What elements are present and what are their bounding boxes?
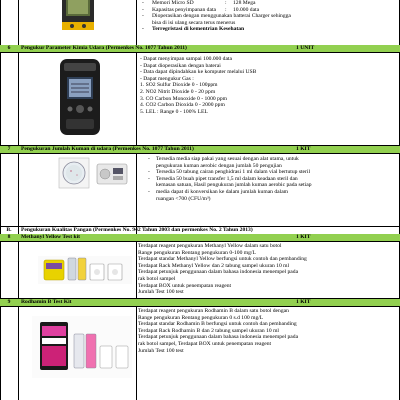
spec-line: - Dapat dioperasikan dengan baterai xyxy=(140,62,221,69)
spec-line: Terdapat standar Methanyl Yellow berfungsi untuk contoh dan pembanding xyxy=(138,256,307,263)
spec-line: - Tersedia 50 tabung cairan penghidrasi 1 ml dalam vial bertutup steril xyxy=(148,169,311,176)
spec-line: Terdapat Rack Rodhamin B dan 2 tabung sampel ukuran 10 ml xyxy=(138,327,279,334)
item7-header: 7 Pengukuran Jumlah Kuman di udara (Permenkes No. 1077 Tahun 2011) 1 KIT xyxy=(0,146,400,153)
spec-row: - Kapasitas penyimpanan data : 10.000 data xyxy=(142,6,260,13)
item6-spec xyxy=(140,56,394,115)
item9-header: 9 Rodhamin B Test Kit 1 KIT xyxy=(0,299,400,306)
spec-line: - Data dapat dipindahkan ke komputer melalui USB xyxy=(140,69,257,76)
item6-header: 6 Pengukur Parameter Kimia Udara (Permenkes No. 1077 Tahun 2011) 1 UNIT xyxy=(0,45,400,52)
spec-line: Range pengukuran Rentang pengukuran 0 s.d 100 mg/L xyxy=(138,314,264,321)
section-b-header: B. Pengukuran Kualitas Pangan (Permenkes No. 942 Tahun 2003 dan permenkes No. 2 Tahun 2013) xyxy=(6,227,253,233)
section6-spec xyxy=(142,0,394,33)
spec-line: Terdapat BOX untuk penempatan reagent xyxy=(138,282,232,289)
multi-gas-meter-image xyxy=(58,57,102,137)
spec-line: Terdapat reagent pengukuran Methanyl Yellow dalam satu botol xyxy=(138,243,282,249)
spec-line: - media dapat di konversikan ke dalam jumlah kuman dalam xyxy=(148,188,289,195)
methanyl-yellow-kit-image xyxy=(38,256,132,284)
item9-spec xyxy=(138,308,394,354)
spec-line: Range pengukuran Rentang pengukuran 0-100 mg/L xyxy=(138,249,256,256)
spec-line: 2. NO2 Nitrit Dioxide 0 - 20 ppm xyxy=(140,88,216,95)
item8-header: 8 Methanyl Yellow Test kit 1 KIT xyxy=(0,234,400,241)
petri-dish-image xyxy=(58,157,90,189)
spec-line: - Tersedia media siap pakai yang sesuai dengan alat utama, untuk xyxy=(148,156,299,162)
spec-line: kemasan satuan, Hasil pengukuran jumlah kuman aerobic pada setiap xyxy=(156,182,312,189)
item7-spec xyxy=(148,156,394,202)
spec-line: - Tersedia 50 buah pipet transfer 1,5 ml dalam keadaan steril dan xyxy=(148,175,298,182)
spec-line: 5. LEL : Range 0 - 100% LEL xyxy=(140,108,208,115)
spec-line: Terdapat petunjuk penggunaan dalam bahasa indonesia menempel pada xyxy=(138,269,299,276)
spec-line: Terdapat petunjuk penggunaan dalam bahasa indonesia menempel pada xyxy=(138,334,299,341)
spec-row: - Dioperasikan dengan menggunakan batterai Charger sehingga xyxy=(142,13,291,20)
spec-row-registered: - Terregristasi di kementrian Kesehatan xyxy=(142,26,245,33)
spec-line: 1. SO2 Sulfur Dioxide 0 - 100ppm xyxy=(140,82,218,89)
spec-line: ruangan <700 (CFU/m³) xyxy=(156,195,211,202)
spec-line: rak botol sampel, Terdapat BOX untuk penempatan reagent xyxy=(138,340,272,347)
spec-line: Terdapat standar Rodhamin B berfungsi untuk contoh dan pembanding xyxy=(138,321,297,328)
gas-detector-image-top xyxy=(54,0,102,34)
spec-row: bisa di isi ulang secara terus menerus xyxy=(152,19,236,26)
spec-line: Terdapat Rack Methanyl Yellow dan 2 tabung sampel ukuran 10 ml xyxy=(138,262,290,269)
rodhamin-b-kit-image xyxy=(32,316,132,378)
spec-line: Terdapat reagent pengukuran Rodhamin B dalam satu botol dengan xyxy=(138,308,289,314)
spec-line: - Dapat menyimpan sampai 100.000 data xyxy=(140,56,232,62)
spec-line: - Dapat mengukur Gas : xyxy=(140,75,194,82)
item8-spec xyxy=(138,243,394,296)
spec-line: rak botol sampel xyxy=(138,275,176,282)
sampler-device-image xyxy=(95,158,131,188)
spec-row: - Memori Micro SD : 128 Mega xyxy=(142,0,256,6)
spec-line: Jumlah Test 100 test xyxy=(138,289,184,296)
spec-line: Jumlah Test 100 test xyxy=(138,347,184,354)
spec-line: 4. CO2 Carbon Dioxida 0 - 2000 ppm xyxy=(140,102,225,109)
spec-line: pengukuran kuman aerobic dengan jumlah 50 pengujian xyxy=(156,162,282,169)
spec-line: 3. CO Carbon Monoxide 0 - 1000 ppm xyxy=(140,95,228,102)
